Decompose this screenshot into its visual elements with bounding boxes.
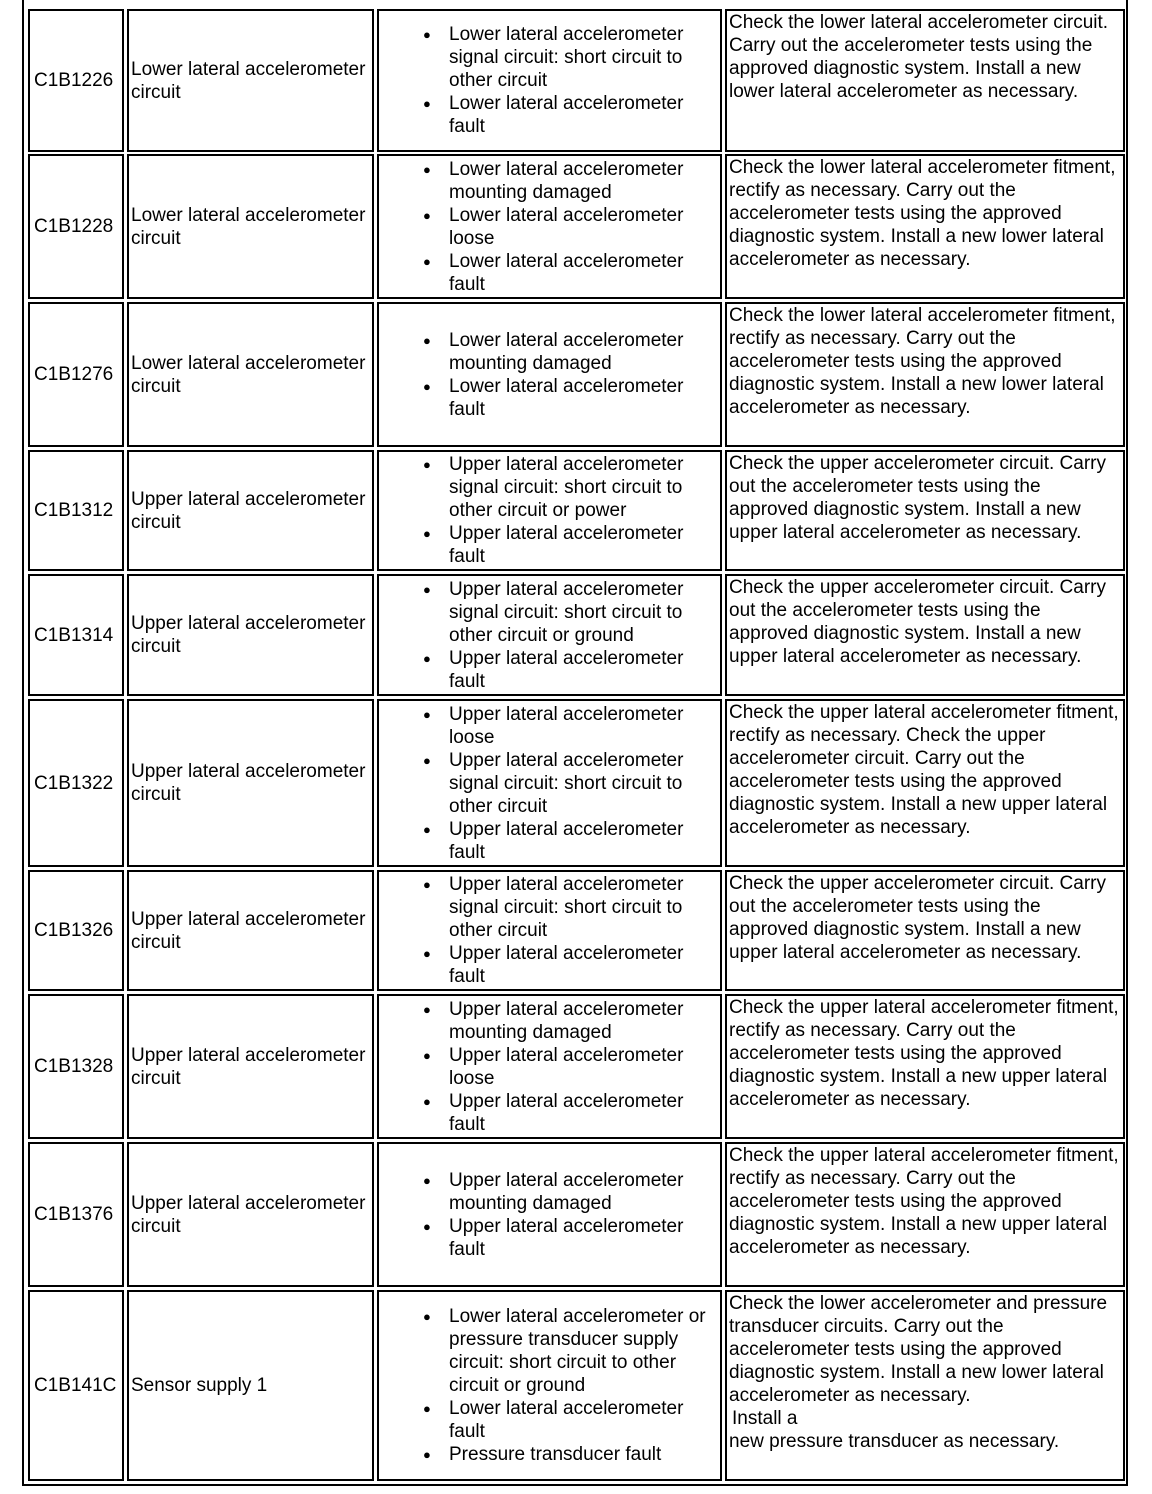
dtc-code: C1B1312 — [34, 500, 114, 521]
causes-cell — [377, 574, 722, 696]
causes-cell — [377, 1142, 722, 1287]
description-cell — [127, 870, 374, 991]
description-cell — [127, 994, 374, 1139]
action-cell — [725, 302, 1125, 447]
description-cell — [127, 302, 374, 447]
dtc-code-cell — [28, 9, 124, 152]
action-text: Check the upper accelerometer circuit. Carry out the accelerometer tests using the approved diagnostic system. Install a new upper lateral accelerometer as necessary. — [729, 453, 1106, 543]
dtc-code-cell — [28, 302, 124, 447]
dtc-code-cell — [28, 1142, 124, 1287]
action-text: Check the upper accelerometer circuit. Carry out the accelerometer tests using the approved diagnostic system. Install a new upper lateral accelerometer as necessary. — [729, 577, 1106, 667]
causes-cell — [377, 302, 722, 447]
dtc-description: Upper lateral accelerometer circuit — [131, 613, 366, 657]
action-text: Check the lower lateral accelerometer fitment, rectify as necessary. Carry out the accelerometer tests using the approved diagnostic system. Install a new lower lateral accelerometer as necessary. — [729, 157, 1116, 270]
action-cell — [725, 994, 1125, 1139]
cause-item: ● Upper lateral accelerometer mounting damaged — [449, 1169, 720, 1215]
dtc-code-cell — [28, 574, 124, 696]
cause-item: ● Upper lateral accelerometer loose — [449, 703, 720, 749]
cause-item: ● Lower lateral accelerometer signal circuit: short circuit to other circuit — [449, 23, 720, 92]
dtc-description: Upper lateral accelerometer circuit — [131, 761, 366, 805]
cause-item: ● Lower lateral accelerometer fault — [449, 250, 720, 296]
cause-item: ● Upper lateral accelerometer mounting damaged — [449, 998, 720, 1044]
dtc-description: Upper lateral accelerometer circuit — [131, 1044, 366, 1089]
cause-item: ● Upper lateral accelerometer signal circuit: short circuit to other circuit — [449, 749, 720, 818]
causes-list — [379, 329, 720, 421]
description-cell — [127, 450, 374, 571]
action-cell — [725, 870, 1125, 991]
cause-item: ● Upper lateral accelerometer fault — [449, 1090, 720, 1136]
causes-cell — [377, 154, 722, 299]
dtc-code: C1B1328 — [34, 1056, 114, 1077]
causes-cell — [377, 870, 722, 991]
dtc-description: Upper lateral accelerometer circuit — [131, 488, 366, 533]
dtc-code-cell — [28, 994, 124, 1139]
action-text: new pressure transducer as necessary. — [729, 1431, 1060, 1452]
description-cell — [127, 574, 374, 696]
causes-list — [379, 158, 720, 296]
action-cell — [725, 9, 1125, 152]
causes-cell — [377, 9, 722, 152]
action-cell — [725, 154, 1125, 299]
dtc-code: C1B1322 — [34, 772, 114, 794]
dtc-description: Lower lateral accelerometer circuit — [131, 352, 366, 397]
cause-item: ● Upper lateral accelerometer signal circuit: short circuit to other circuit or power — [449, 453, 720, 522]
dtc-code: C1B141C — [34, 1375, 117, 1396]
causes-list — [379, 873, 720, 988]
cause-item: ● Upper lateral accelerometer loose — [449, 1044, 720, 1090]
dtc-code: C1B1376 — [34, 1204, 114, 1225]
dtc-code: C1B1228 — [34, 216, 114, 237]
action-cell — [725, 450, 1125, 571]
dtc-code-cell — [28, 870, 124, 991]
action-cell — [725, 574, 1125, 696]
dtc-description: Lower lateral accelerometer circuit — [131, 58, 366, 103]
causes-list — [379, 998, 720, 1136]
causes-list — [379, 1169, 720, 1261]
dtc-code: C1B1314 — [34, 624, 114, 646]
cause-item: ● Upper lateral accelerometer signal circuit: short circuit to other circuit or ground — [449, 578, 720, 647]
description-cell — [127, 9, 374, 152]
cause-item: ● Lower lateral accelerometer fault — [449, 1397, 720, 1443]
cause-item: ● Upper lateral accelerometer fault — [449, 942, 720, 988]
action-text: Check the lower lateral accelerometer fitment, rectify as necessary. Carry out the accelerometer tests using the approved diagnostic system. Install a new lower lateral accelerometer as necessary. — [729, 305, 1116, 418]
dtc-description: Sensor supply 1 — [131, 1375, 268, 1396]
action-text: Install a — [732, 1408, 798, 1429]
action-text: Check the upper lateral accelerometer fitment, rectify as necessary. Check the upper accelerometer circuit. Carry out the accelerometer tests using the approved diagnostic system. Install a new upper lateral accelerometer as necessary. — [729, 702, 1119, 838]
dtc-description: Lower lateral accelerometer circuit — [131, 204, 366, 249]
causes-cell — [377, 699, 722, 867]
cause-item: ● Lower lateral accelerometer mounting damaged — [449, 158, 720, 204]
causes-cell — [377, 994, 722, 1139]
dtc-description: Upper lateral accelerometer circuit — [131, 908, 366, 953]
action-text: Check the upper lateral accelerometer fitment, rectify as necessary. Carry out the accelerometer tests using the approved diagnostic system. Install a new upper lateral accelerometer as necessary. — [729, 1145, 1119, 1258]
action-cell — [725, 1142, 1125, 1287]
causes-cell — [377, 450, 722, 571]
cause-item: ● Upper lateral accelerometer fault — [449, 818, 720, 864]
dtc-description: Upper lateral accelerometer circuit — [131, 1192, 366, 1237]
dtc-code: C1B1326 — [34, 920, 114, 941]
description-cell — [127, 699, 374, 867]
causes-list — [379, 1305, 720, 1466]
dtc-code-cell — [28, 154, 124, 299]
cause-item: ● Lower lateral accelerometer fault — [449, 375, 720, 421]
cause-item: ● Lower lateral accelerometer or pressure transducer supply circuit: short circuit to other circuit or ground — [449, 1305, 720, 1397]
dtc-code-cell — [28, 1290, 124, 1481]
cause-item: ● Lower lateral accelerometer fault — [449, 92, 720, 138]
action-text: Check the lower lateral accelerometer circuit. Carry out the accelerometer tests using the approved diagnostic system. Install a new lower lateral accelerometer as necessary. — [729, 12, 1109, 102]
causes-list — [379, 23, 720, 138]
cause-item: ● Upper lateral accelerometer fault — [449, 522, 720, 568]
action-text: Check the lower accelerometer and pressure transducer circuits. Carry out the accelerometer tests using the approved diagnostic system. Install a new lower lateral accelerometer as necessary. — [729, 1293, 1108, 1406]
cause-item: ● Upper lateral accelerometer signal circuit: short circuit to other circuit — [449, 873, 720, 942]
dtc-table — [22, 0, 1128, 1486]
causes-list — [379, 578, 720, 693]
action-text: Check the upper lateral accelerometer fitment, rectify as necessary. Carry out the accelerometer tests using the approved diagnostic system. Install a new upper lateral accelerometer as necessary. — [729, 997, 1119, 1110]
action-cell — [725, 699, 1125, 867]
description-cell — [127, 1290, 374, 1481]
description-cell — [127, 1142, 374, 1287]
cause-item: ● Pressure transducer fault — [449, 1443, 720, 1466]
action-cell — [725, 1290, 1125, 1481]
dtc-code-cell — [28, 450, 124, 571]
cause-item: ● Upper lateral accelerometer fault — [449, 647, 720, 693]
cause-item: ● Lower lateral accelerometer loose — [449, 204, 720, 250]
cause-item: ● Lower lateral accelerometer mounting damaged — [449, 329, 720, 375]
dtc-code: C1B1226 — [34, 70, 114, 91]
cause-item: ● Upper lateral accelerometer fault — [449, 1215, 720, 1261]
causes-cell — [377, 1290, 722, 1481]
description-cell — [127, 154, 374, 299]
dtc-code-cell — [28, 699, 124, 867]
causes-list — [379, 453, 720, 568]
causes-list — [379, 703, 720, 864]
dtc-code: C1B1276 — [34, 364, 114, 385]
action-text: Check the upper accelerometer circuit. Carry out the accelerometer tests using the approved diagnostic system. Install a new upper lateral accelerometer as necessary. — [729, 873, 1106, 963]
